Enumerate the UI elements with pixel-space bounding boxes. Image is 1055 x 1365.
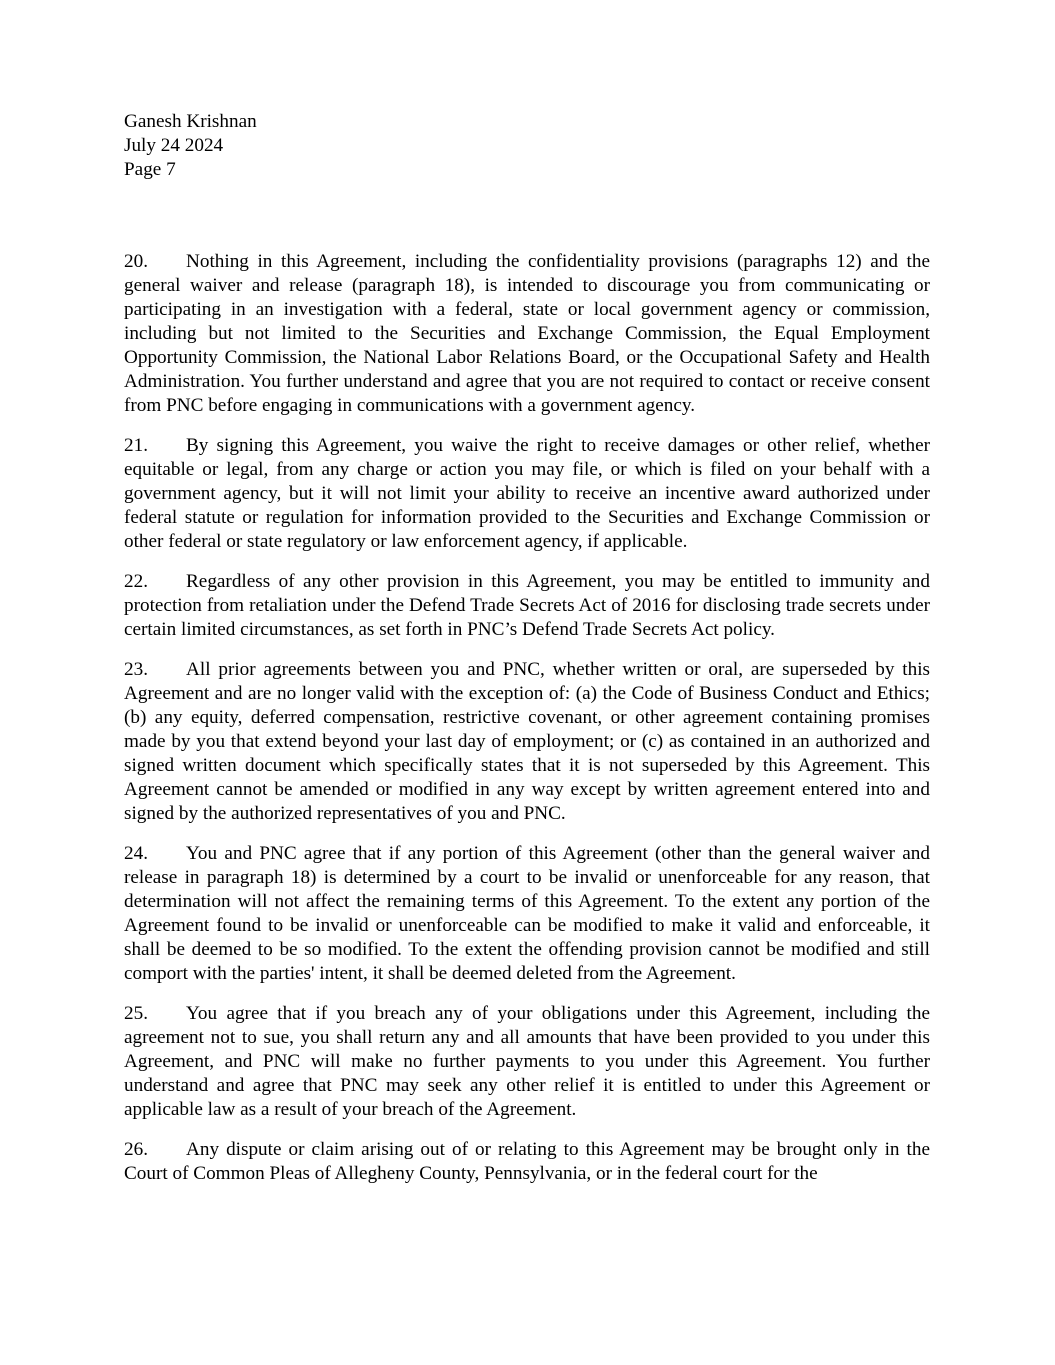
- paragraph-22: [124, 570, 930, 642]
- paragraph-24: [124, 842, 930, 986]
- paragraph-26: [124, 1138, 930, 1186]
- letter-header: [124, 110, 257, 182]
- paragraph-number: 20.: [124, 251, 148, 272]
- paragraph-number: 22.: [124, 571, 148, 592]
- paragraph-number: 21.: [124, 435, 148, 456]
- page-number: Page 7: [124, 159, 176, 180]
- paragraph-number: 24.: [124, 843, 148, 864]
- paragraph-25: [124, 1002, 930, 1122]
- paragraph-text: By signing this Agreement, you waive the right to receive damages or other relief, whether equitable or legal, from any charge or action you may file, or which is filed on your behalf with a government agency, but it will not limit your ability to receive an incentive award authorized under federal statute or regulation for information provided to the Securities and Exchange Commission or other federal or state regulatory or law enforcement agency, if applicable.: [124, 435, 930, 552]
- paragraph-text: Nothing in this Agreement, including the confidentiality provisions (paragraphs 12) and the general waiver and release (paragraph 18), is intended to discourage you from communicating or participating in an investigation with a federal, state or local government agency or commission, including but not limited to the Securities and Exchange Commission, the Equal Employment Opportunity Commission, the National Labor Relations Board, or the Occupational Safety and Health Administration. You further understand and agree that you are not required to contact or receive consent from PNC before engaging in communications with a government agency.: [124, 251, 930, 416]
- paragraph-23: [124, 658, 930, 826]
- paragraph-number: 23.: [124, 659, 148, 680]
- paragraph-text: You and PNC agree that if any portion of this Agreement (other than the general waiver and release in paragraph 18) is determined by a court to be invalid or unenforceable for any reason, that determination will not affect the remaining terms of this Agreement. To the extent any portion of the Agreement found to be invalid or unenforceable can be modified to make it valid and enforceable, it shall be deemed to be so modified. To the extent the offending provision cannot be modified and still comport with the parties' intent, it shall be deemed deleted from the Agreement.: [124, 843, 930, 984]
- recipient-name: Ganesh Krishnan: [124, 111, 257, 132]
- paragraph-20: [124, 250, 930, 418]
- paragraph-21: [124, 434, 930, 554]
- letter-date: July 24 2024: [124, 135, 224, 156]
- paragraph-text: All prior agreements between you and PNC, whether written or oral, are superseded by this Agreement and are no longer valid with the exception of: (a) the Code of Business Conduct and Ethics; (b) any equity, deferred compensation, restrictive covenant, or other agreement containing promises made by you that extend beyond your last day of employment; or (c) as contained in an authorized and signed written document which specifically states that it is not superseded by this Agreement. This Agreement cannot be amended or modified in any way except by written agreement entered into and signed by the authorized representatives of you and PNC.: [124, 659, 930, 824]
- paragraph-text: You agree that if you breach any of your obligations under this Agreement, including the agreement not to sue, you shall return any and all amounts that have been provided to you under this Agreement, and PNC will make no further payments to you under this Agreement. You further understand and agree that PNC may seek any other relief it is entitled to under this Agreement or applicable law as a result of your breach of the Agreement.: [124, 1003, 930, 1120]
- paragraph-text: Regardless of any other provision in this Agreement, you may be entitled to immunity and protection from retaliation under the Defend Trade Secrets Act of 2016 for disclosing trade secrets under certain limited circumstances, as set forth in PNC’s Defend Trade Secrets Act policy.: [124, 571, 930, 640]
- paragraph-text: Any dispute or claim arising out of or relating to this Agreement may be brought only in the Court of Common Pleas of Allegheny County, Pennsylvania, or in the federal court for the: [124, 1139, 930, 1184]
- paragraph-number: 26.: [124, 1139, 148, 1160]
- agreement-body: [124, 250, 930, 1202]
- paragraph-number: 25.: [124, 1003, 148, 1024]
